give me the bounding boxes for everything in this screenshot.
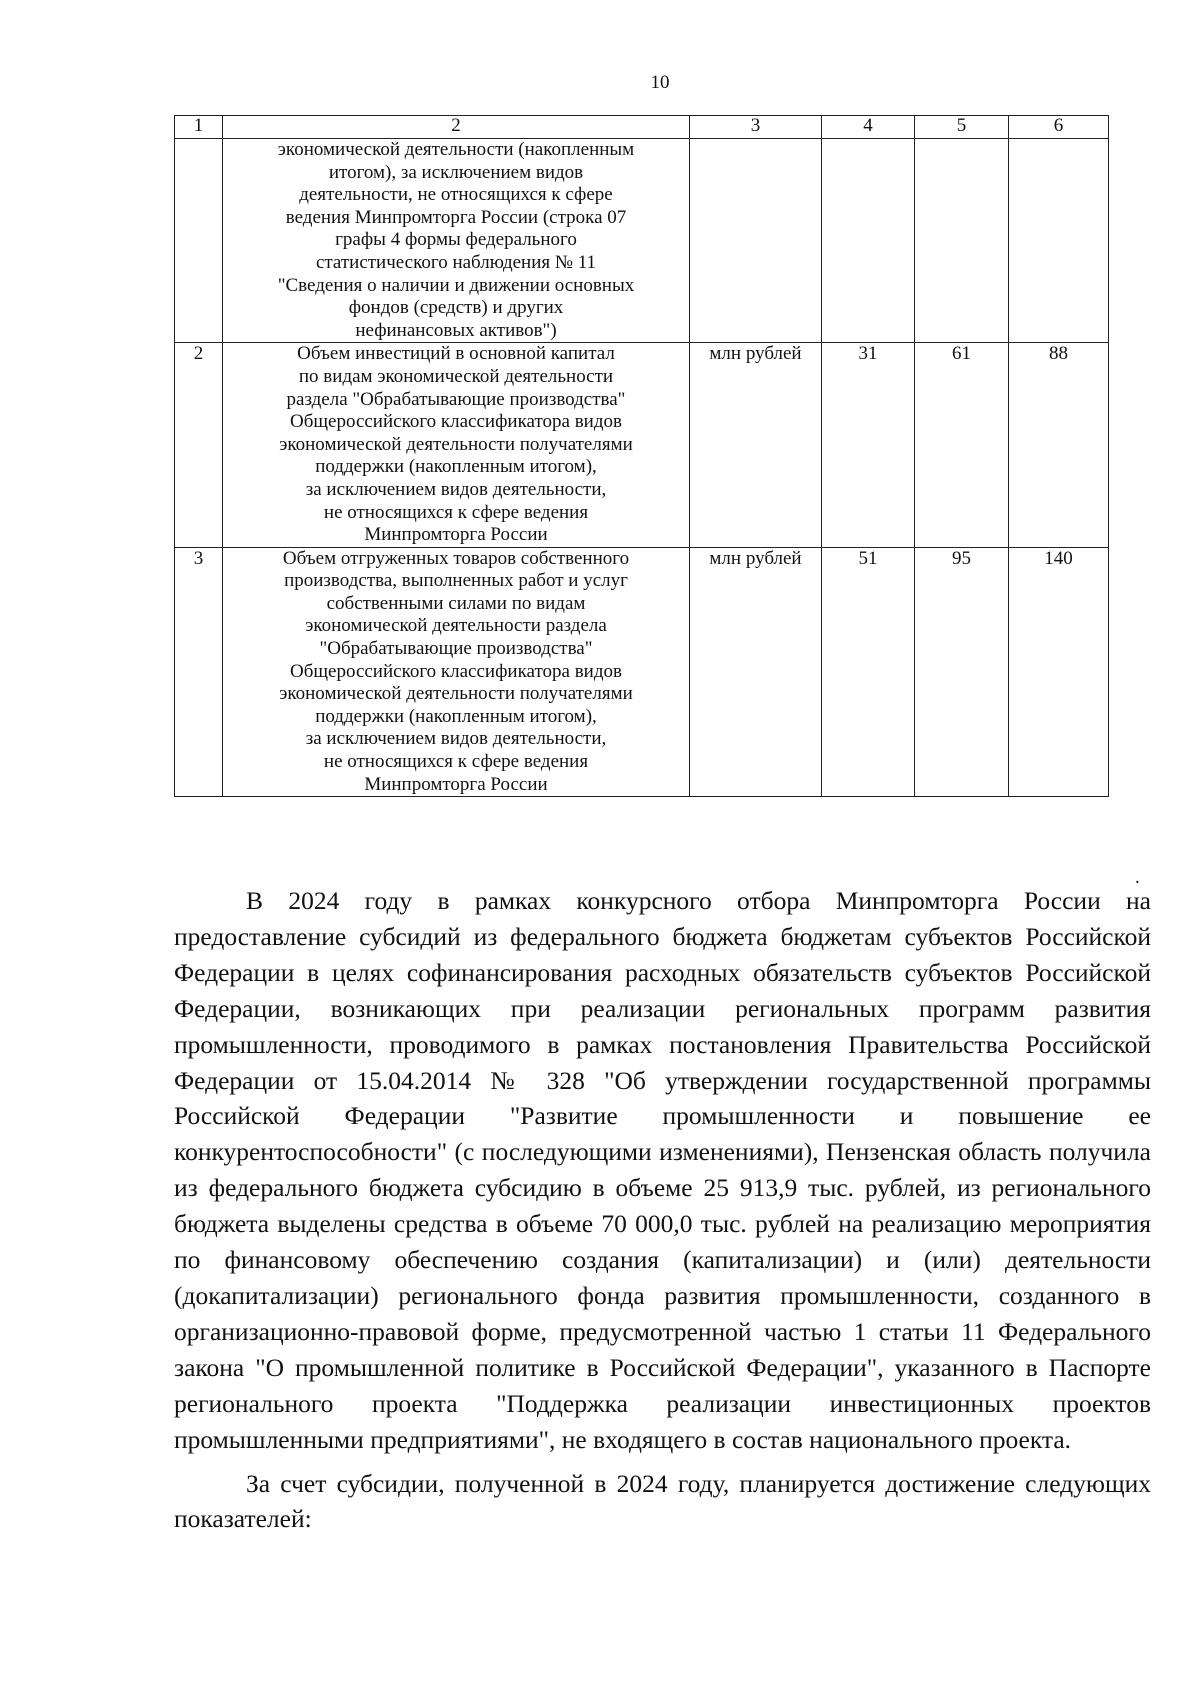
value-cell: 88 [1009, 343, 1109, 547]
value-cell: 140 [1009, 547, 1109, 797]
header-cell: 1 [175, 116, 223, 139]
row-number: 2 [175, 343, 223, 547]
header-cell: 6 [1009, 116, 1109, 139]
header-cell: 4 [822, 116, 915, 139]
header-cell: 5 [915, 116, 1009, 139]
row-number: 3 [175, 547, 223, 797]
indicator-name: экономической деятельности (накопленным итогом), за исключением видов деятельности, не относящихся к сфере ведения Минпромторга России (строка 07 графы 4 формы федерального статистического наблюдения № 11 "Сведения о наличии и движении основных фондов (средств) и других нефинансовых активов") [223, 139, 690, 343]
unit-cell: млн рублей [690, 343, 822, 547]
table-row [175, 343, 1109, 547]
table-row [175, 547, 1109, 797]
page-number: 10 [650, 72, 670, 93]
indicators-table [174, 115, 1109, 797]
value-cell: 51 [822, 547, 915, 797]
row-number [175, 139, 223, 343]
value-cell: 31 [822, 343, 915, 547]
body-text [174, 883, 1151, 1537]
table-header-row [175, 116, 1109, 139]
value-cell [915, 139, 1009, 343]
indicator-name: Объем инвестиций в основной капитал по видам экономической деятельности раздела "Обрабатывающие производства" Общероссийского классификатора видов экономической деятельности получателями поддержки (накопленным итогом), за исключением видов деятельности, не относящихся к сфере ведения Минпромторга России [223, 343, 690, 547]
value-cell: 95 [915, 547, 1009, 797]
header-cell: 2 [223, 116, 690, 139]
value-cell [1009, 139, 1109, 343]
paragraph: За счет субсидии, полученной в 2024 году, планируется достижение следующих показателей: [174, 1468, 1151, 1534]
value-cell: 61 [915, 343, 1009, 547]
value-cell [822, 139, 915, 343]
table-row [175, 139, 1109, 343]
unit-cell [690, 139, 822, 343]
header-cell: 3 [690, 116, 822, 139]
table-end-mark: . [1135, 867, 1140, 888]
paragraph: В 2024 году в рамках конкурсного отбора Минпромторга России на предоставление субсидий из федерального бюджета бюджетам субъектов Российской Федерации в целях софинансирования расходных обязательств субъектов Российской Федерации, возникающих при реализации региональных программ развития промышленности, проводимого в рамках постановления Правительства Российской Федерации от 15.04.2014 № 328 "Об утверждении государственной программы Российской Федерации "Развитие промышленности и повышение ее конкурентоспособности" (с последующими изменениями), Пензенская область получила из федерального бюджета субсидию в объеме 25 913,9 тыс. рублей, из регионального бюджета выделены средства в объеме 70 000,0 тыс. рублей на реализацию мероприятия по финансовому обеспечению создания (капитализации) и (или) деятельности (докапитализации) регионального фонда развития промышленности, созданного в организационно-правовой форме, предусмотренной частью 1 статьи 11 Федерального закона "О промышленной политике в Российской Федерации", указанного в Паспорте регионального проекта "Поддержка реализации инвестиционных проектов промышленными предприятиями", не входящего в состав национального проекта. [174, 886, 1151, 1454]
unit-cell: млн рублей [690, 547, 822, 797]
indicator-name: Объем отгруженных товаров собственного производства, выполненных работ и услуг собственными силами по видам экономической деятельности раздела "Обрабатывающие производства" Общероссийского классификатора видов экономической деятельности получателями поддержки (накопленным итогом), за исключением видов деятельности, не относящихся к сфере ведения Минпромторга России [223, 547, 690, 797]
